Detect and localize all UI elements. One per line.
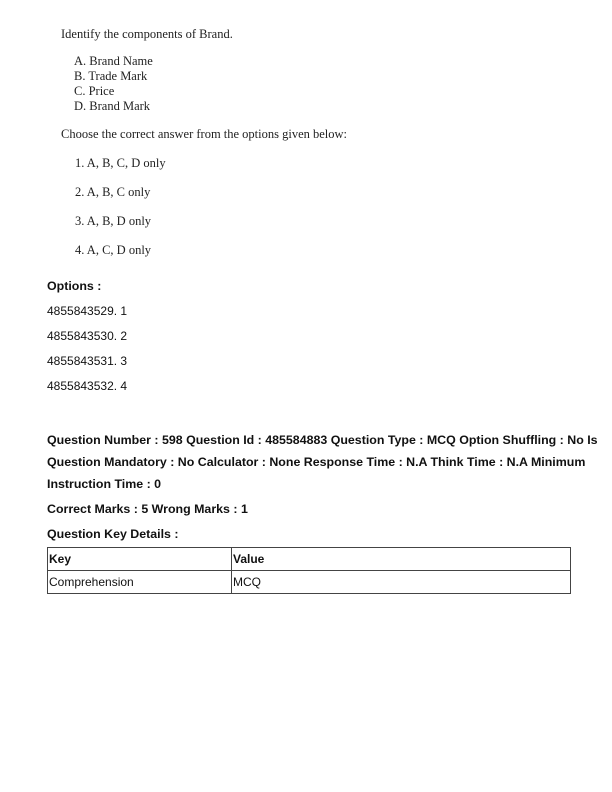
answer-choice: 2. A, B, C only xyxy=(75,185,151,199)
answer-choice: 4. A, C, D only xyxy=(75,243,152,257)
question-item: B. Trade Mark xyxy=(74,69,148,83)
table-header-row xyxy=(48,548,571,571)
question-stem: Identify the components of Brand. xyxy=(61,27,233,41)
question-item: A. Brand Name xyxy=(74,54,153,68)
cell-key: Comprehension xyxy=(48,571,232,594)
question-item: D. Brand Mark xyxy=(74,99,151,113)
instruction-time: Instruction Time : 0 xyxy=(47,477,162,491)
option-id: 4855843530. 2 xyxy=(47,329,128,343)
option-id: 4855843531. 3 xyxy=(47,354,128,368)
option-id: 4855843532. 4 xyxy=(47,379,128,393)
question-meta: Question Number : 598 Question Id : 485584883 Question Type : MCQ Option Shuffling : No Is xyxy=(47,433,598,447)
options-heading: Options : xyxy=(47,279,102,293)
answer-choice: 3. A, B, D only xyxy=(75,214,152,228)
question-meta: Question Mandatory : No Calculator : None Response Time : N.A Think Time : N.A Minimum xyxy=(47,455,586,469)
header-value: Value xyxy=(232,548,571,571)
question-item: C. Price xyxy=(74,84,115,98)
key-table xyxy=(47,547,571,594)
cell-value: MCQ xyxy=(232,571,571,594)
answer-choice: 1. A, B, C, D only xyxy=(75,156,166,170)
question-instruction: Choose the correct answer from the options given below: xyxy=(61,127,348,141)
header-key: Key xyxy=(48,548,232,571)
table-row xyxy=(48,571,571,594)
option-id: 4855843529. 1 xyxy=(47,304,128,318)
marks: Correct Marks : 5 Wrong Marks : 1 xyxy=(47,502,248,516)
key-details-heading: Question Key Details : xyxy=(47,527,179,541)
